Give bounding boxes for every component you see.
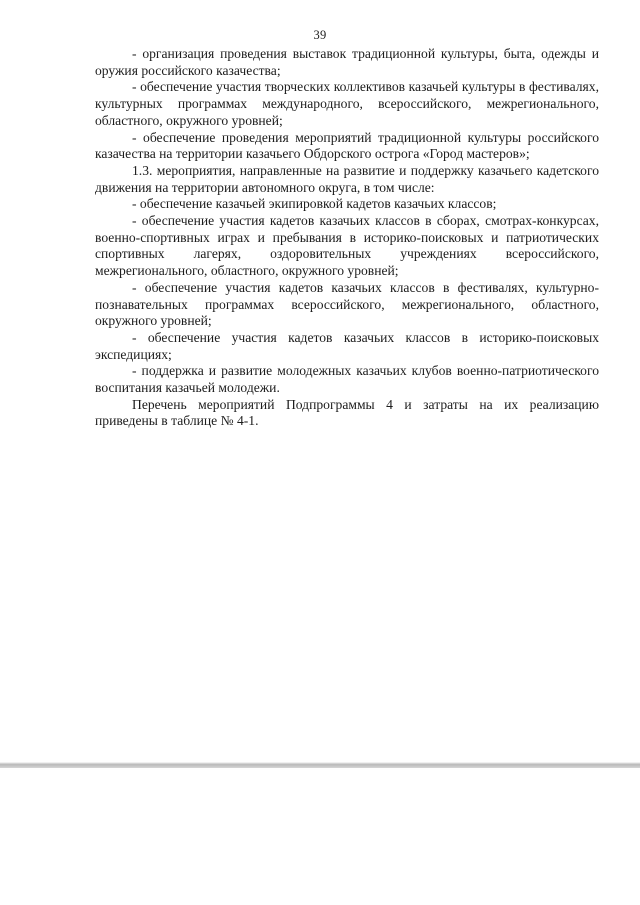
paragraph-youth-clubs: - поддержка и развитие молодежных казачьих клубов военно-патриотического воспитания казачьей молодежи. [95,363,599,396]
paragraph-cadet-expeditions: - обеспечение участия кадетов казачьих классов в историко-поисковых экспедициях; [95,329,599,362]
paragraph-table-reference: Перечень мероприятий Подпрограммы 4 и затраты на их реализацию приведены в таблице № 4-1. [95,396,599,429]
paragraph-cadet-camps: - обеспечение участия кадетов казачьих классов в сборах, смотрах-конкурсах, военно-спортивных играх и пребывания в историко-поисковых и патриотических спортивных лагерях, оздоровительных учреждениях всероссийского, межрегионального, областного, окружного уровней; [95,213,599,279]
paragraph-cadet-festivals: - обеспечение участия кадетов казачьих классов в фестивалях, культурно-познавательных программах всероссийского, межрегионального, областного, окружного уровней; [95,279,599,329]
paragraph-cadet-movement: 1.3. мероприятия, направленные на развитие и поддержку казачьего кадетского движения на территории автономного округа, в том числе: [95,162,599,195]
scan-bottom-edge [0,762,640,768]
page-number: 39 [313,28,327,42]
paragraph-cadet-equipment: - обеспечение казачьей экипировкой кадетов казачьих классов; [132,196,497,212]
paragraph-festival-participation: - обеспечение участия творческих коллективов казачьей культуры в фестивалях, культурных программах международного, всероссийского, межрегионального, областного, окружного уровней; [95,79,599,128]
document-body [95,46,599,430]
paragraph-city-of-masters: - обеспечение проведения мероприятий традиционной культуры российского казачества на территории казачьего Обдорского острога «Город мастеров»; [95,129,599,162]
paragraph-exhibitions: - организация проведения выставок традиционной культуры, быта, одежды и оружия российского казачества; [95,46,599,78]
